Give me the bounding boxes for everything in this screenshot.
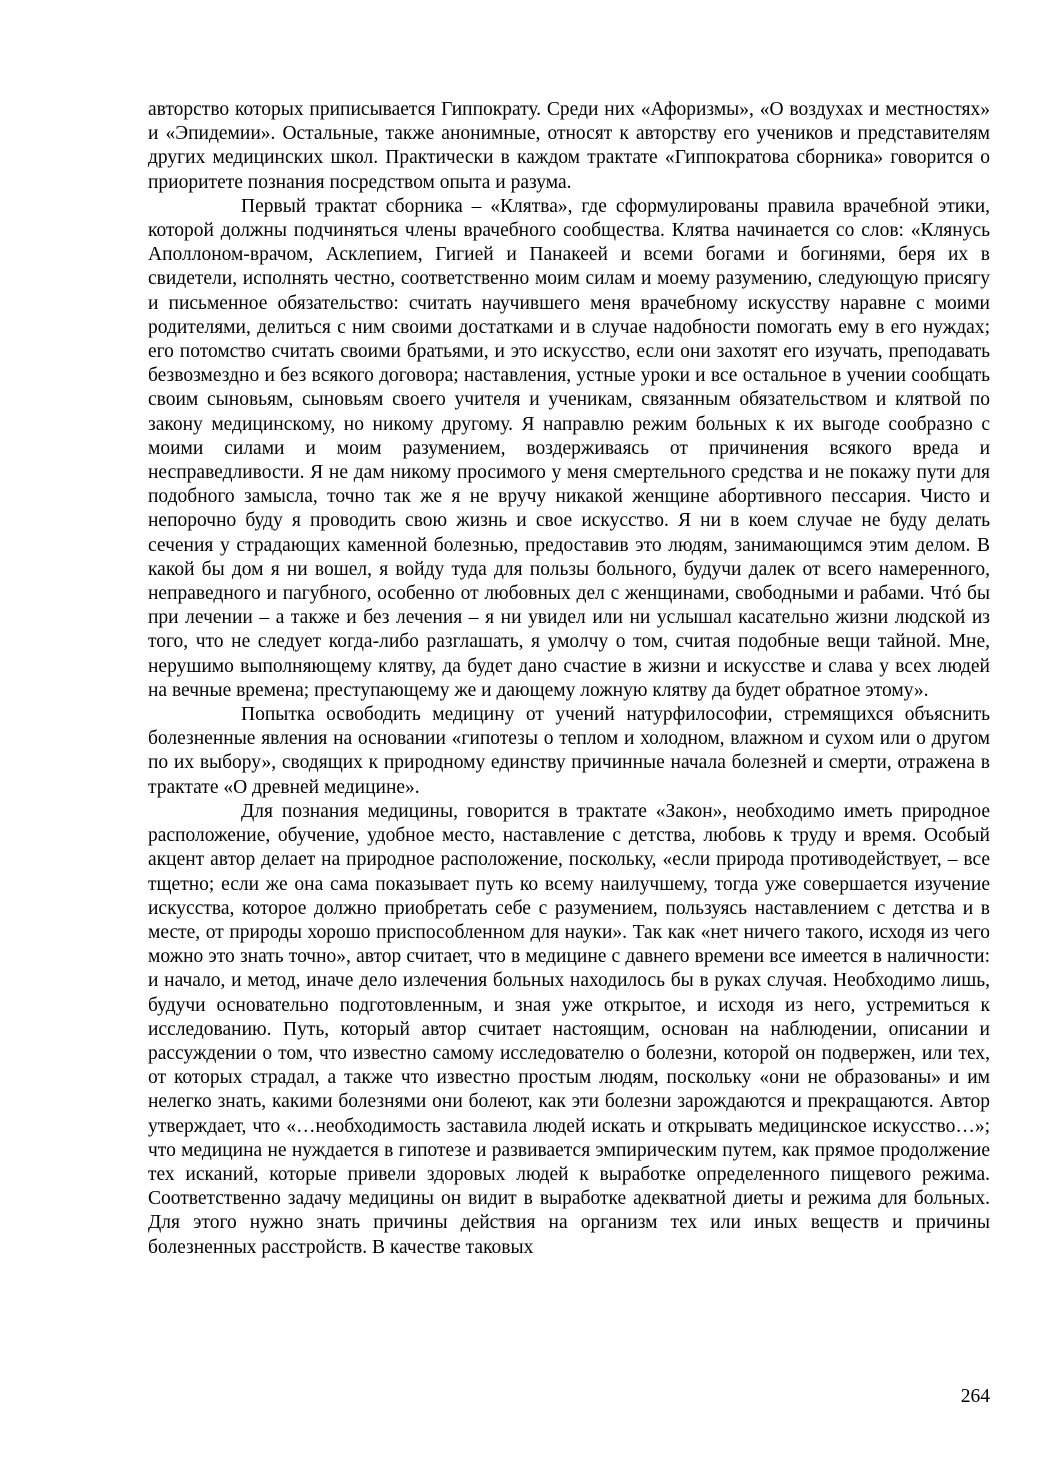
paragraph-continuation: авторство которых приписывается Гиппократу. Среди них «Афоризмы», «О воздухах и местностях» и «Эпидемии». Остальные, также анонимные, относят к авторству его учеников и представителям других медицинских школ. Практически в каждом трактате «Гиппократова сборника» говорится о приоритете познания посредством опыта и разума. [148,99,990,193]
page-number: 264 [960,1386,990,1407]
body-text [148,98,990,1260]
paragraph-ancient-medicine: Попытка освободить медицину от учений натурфилософии, стремящихся объяснить болезненные явления на основании «гипотезы о теплом и холодном, влажном и сухом или о другом по их выбору», сводящих к природному единству причинные начала болезней и смерти, отражена в трактате «О древней медицине». [148,704,990,798]
paragraph-law: Для познания медицины, говорится в трактате «Закон», необходимо иметь природное расположение, обучение, удобное место, наставление с детства, любовь к труду и время. Особый акцент автор делает на природное расположение, поскольку, «если природа противодействует, – все тщетно; если же она сама показывает путь ко всему наилучшему, тогда уже совершается изучение искусства, которое должно приобретать себе с разумением, пользуясь наставлением с детства и в месте, от природы хорошо приспособленном для науки». Так как «нет ничего такого, исходя из чего можно это знать точно», автор считает, что в медицине с давнего времени все имеется в наличности: и начало, и метод, иначе дело излечения больных находилось бы в руках случая. Необходимо лишь, будучи основательно подготовленным, и зная уже открытое, и исходя из него, устремиться к исследованию. Путь, который автор считает настоящим, основан на наблюдении, описании и рассуждении о том, что известно самому исследователю о болезни, которой он подвержен, или тех, от которых страдал, а также что известно простым людям, поскольку «они не образованы» и им нелегко знать, какими болезнями они болеют, как эти болезни зарождаются и прекращаются. Автор утверждает, что «…необходимость заставила людей искать и открывать медицинское искусство…»; что медицина не нуждается в гипотезе и развивается эмпирическим путем, как прямое продолжение тех исканий, которые привели здоровых людей к выработке определенного пищевого режима. Соответственно задачу медицины он видит в выработке адекватной диеты и режима для больных. Для этого нужно знать причины действия на организм тех или иных веществ и причины болезненных расстройств. В качестве таковых [148,800,990,1258]
paragraph-oath: Первый трактат сборника – «Клятва», где сформулированы правила врачебной этики, которой должны подчиняться члены врачебного сообщества. Клятва начинается со слов: «Клянусь Аполлоном-врачом, Асклепием, Гигией и Панакеей и всеми богами и богинями, беря их в свидетели, исполнять честно, соответственно моим силам и моему разумению, следующую присягу и письменное обязательство: считать научившего меня врачебному искусству наравне с моими родителями, делиться с ним своими достатками и в случае надобности помогать ему в его нуждах; его потомство считать своими братьями, и это искусство, если они захотят его изучать, преподавать безвозмездно и без всякого договора; наставления, устные уроки и все остальное в учении сообщать своим сыновьям, сыновьям своего учителя и ученикам, связанным обязательством и клятвой по закону медицинскому, но никому другому. Я направлю режим больных к их выгоде сообразно с моими силами и моим разумением, воздерживаясь от причинения всякого вреда и несправедливости. Я не дам никому просимого у меня смертельного средства и не покажу пути для подобного замысла, точно так же я не вручу никакой женщине абортивного пессария. Чисто и непорочно буду я проводить свою жизнь и свое искусство. Я ни в коем случае не буду делать сечения у страдающих каменной болезнью, предоставив это людям, занимающимся этим делом. В какой бы дом я ни вошел, я войду туда для пользы больного, будучи далек от всего намеренного, неправедного и пагубного, особенно от любовных дел с женщинами, свободными и рабами. Чтó бы при лечении – а также и без лечения – я ни увидел или ни услышал касательно жизни людской из того, что не следует когда-либо разглашать, я умолчу о том, считая подобные вещи тайной. Мне, нерушимо выполняющему клятву, да будет дано счастие в жизни и искусстве и слава у всех людей на вечные времена; преступающему же и дающему ложную клятву да будет обратное этому». [148,195,990,701]
